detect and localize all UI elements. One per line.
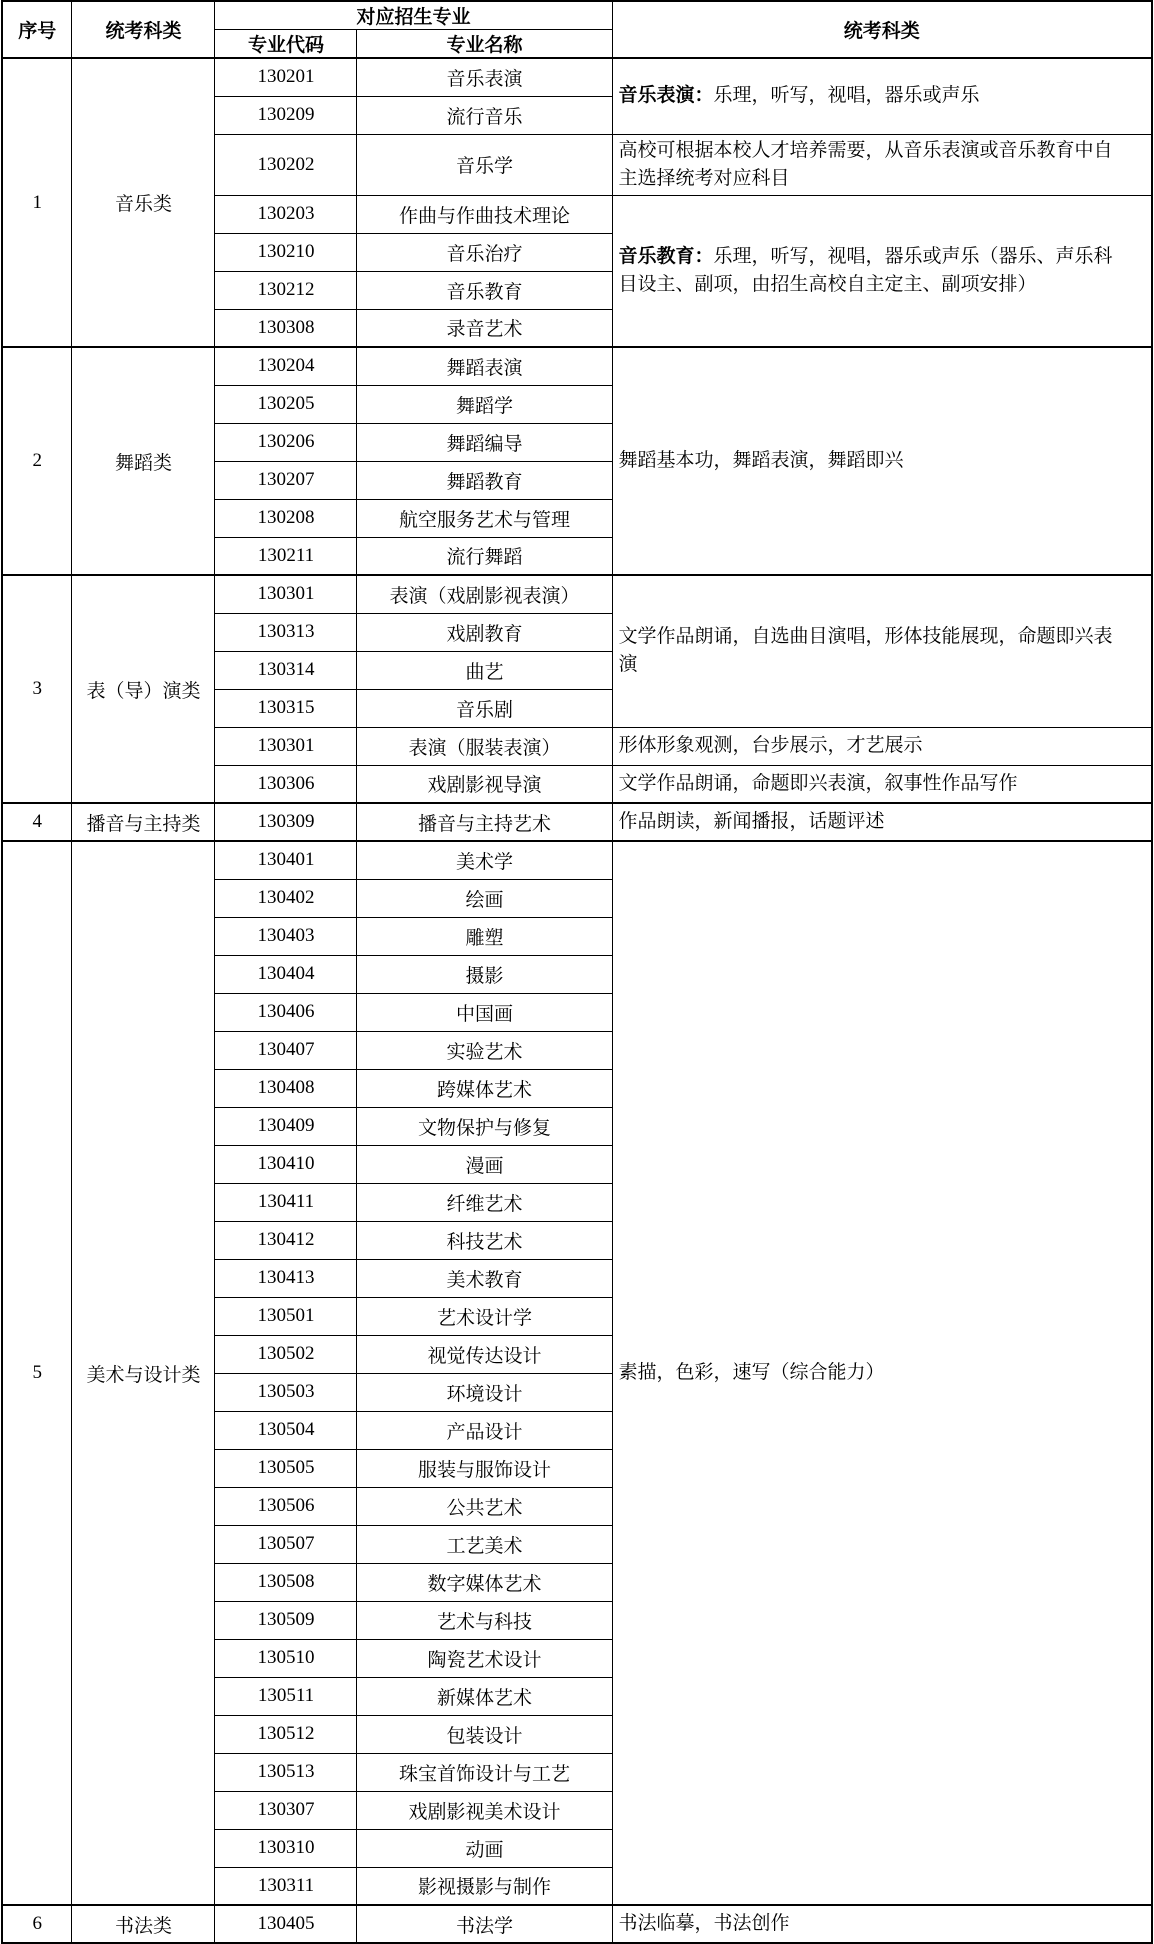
major-name-cell: 流行音乐 xyxy=(357,96,612,134)
major-code-cell: 130510 xyxy=(215,1639,357,1677)
col-header-major-code: 专业代码 xyxy=(215,30,357,59)
serial-cell: 5 xyxy=(2,841,72,1905)
major-code-cell: 130505 xyxy=(215,1449,357,1487)
major-name-cell: 作曲与作曲技术理论 xyxy=(357,195,612,233)
serial-cell: 2 xyxy=(2,347,72,575)
exam-subjects-cell: 音乐表演：乐理，听写，视唱，器乐或声乐 xyxy=(612,58,1152,134)
major-name-cell: 中国画 xyxy=(357,993,612,1031)
major-code-cell: 130402 xyxy=(215,879,357,917)
table-row xyxy=(2,841,1152,879)
exam-subjects-cell: 文学作品朗诵，命题即兴表演，叙事性作品写作 xyxy=(612,765,1152,803)
major-name-cell: 美术教育 xyxy=(357,1259,612,1297)
major-code-cell: 130512 xyxy=(215,1715,357,1753)
major-name-cell: 流行舞蹈 xyxy=(357,537,612,575)
major-code-cell: 130410 xyxy=(215,1145,357,1183)
major-name-cell: 舞蹈教育 xyxy=(357,461,612,499)
major-name-cell: 艺术设计学 xyxy=(357,1297,612,1335)
major-code-cell: 130511 xyxy=(215,1677,357,1715)
major-name-cell: 录音艺术 xyxy=(357,309,612,347)
table-row xyxy=(2,1905,1152,1943)
major-code-cell: 130408 xyxy=(215,1069,357,1107)
major-name-cell: 环境设计 xyxy=(357,1373,612,1411)
major-name-cell: 公共艺术 xyxy=(357,1487,612,1525)
category-cell: 表（导）演类 xyxy=(72,575,215,803)
major-code-cell: 130411 xyxy=(215,1183,357,1221)
major-code-cell: 130308 xyxy=(215,309,357,347)
category-cell: 美术与设计类 xyxy=(72,841,215,1905)
major-code-cell: 130212 xyxy=(215,271,357,309)
major-name-cell: 曲艺 xyxy=(357,651,612,689)
exam-subjects-cell: 高校可根据本校人才培养需要，从音乐表演或音乐教育中自主选择统考对应科目 xyxy=(612,134,1152,195)
major-name-cell: 视觉传达设计 xyxy=(357,1335,612,1373)
major-name-cell: 实验艺术 xyxy=(357,1031,612,1069)
major-name-cell: 包装设计 xyxy=(357,1715,612,1753)
major-name-cell: 雕塑 xyxy=(357,917,612,955)
major-code-cell: 130301 xyxy=(215,727,357,765)
major-code-cell: 130504 xyxy=(215,1411,357,1449)
major-name-cell: 纤维艺术 xyxy=(357,1183,612,1221)
exam-category-table xyxy=(1,0,1153,1944)
major-name-cell: 表演（戏剧影视表演） xyxy=(357,575,612,613)
major-code-cell: 130406 xyxy=(215,993,357,1031)
major-name-cell: 音乐治疗 xyxy=(357,233,612,271)
major-code-cell: 130207 xyxy=(215,461,357,499)
exam-subjects-cell: 音乐教育：乐理，听写，视唱，器乐或声乐（器乐、声乐科目设主、副项，由招生高校自主定主、副项安排） xyxy=(612,195,1152,347)
major-code-cell: 130501 xyxy=(215,1297,357,1335)
major-code-cell: 130502 xyxy=(215,1335,357,1373)
major-name-cell: 工艺美术 xyxy=(357,1525,612,1563)
major-name-cell: 航空服务艺术与管理 xyxy=(357,499,612,537)
major-name-cell: 戏剧影视导演 xyxy=(357,765,612,803)
major-name-cell: 舞蹈表演 xyxy=(357,347,612,385)
major-name-cell: 美术学 xyxy=(357,841,612,879)
major-name-cell: 书法学 xyxy=(357,1905,612,1943)
major-name-cell: 戏剧影视美术设计 xyxy=(357,1791,612,1829)
major-name-cell: 服装与服饰设计 xyxy=(357,1449,612,1487)
major-code-cell: 130311 xyxy=(215,1867,357,1905)
major-code-cell: 130412 xyxy=(215,1221,357,1259)
major-name-cell: 音乐表演 xyxy=(357,58,612,96)
col-header-serial: 序号 xyxy=(2,1,72,58)
exam-subjects-bold-prefix: 音乐表演： xyxy=(618,85,714,107)
major-name-cell: 舞蹈学 xyxy=(357,385,612,423)
major-name-cell: 音乐剧 xyxy=(357,689,612,727)
major-name-cell: 表演（服装表演） xyxy=(357,727,612,765)
major-name-cell: 戏剧教育 xyxy=(357,613,612,651)
major-code-cell: 130201 xyxy=(215,58,357,96)
major-name-cell: 动画 xyxy=(357,1829,612,1867)
major-code-cell: 130403 xyxy=(215,917,357,955)
major-code-cell: 130310 xyxy=(215,1829,357,1867)
exam-subjects-cell: 形体形象观测，台步展示，才艺展示 xyxy=(612,727,1152,765)
major-name-cell: 音乐学 xyxy=(357,134,612,195)
major-name-cell: 音乐教育 xyxy=(357,271,612,309)
major-name-cell: 珠宝首饰设计与工艺 xyxy=(357,1753,612,1791)
major-name-cell: 数字媒体艺术 xyxy=(357,1563,612,1601)
major-code-cell: 130202 xyxy=(215,134,357,195)
table-row xyxy=(2,347,1152,385)
exam-subjects-cell: 书法临摹，书法创作 xyxy=(612,1905,1152,1943)
major-code-cell: 130206 xyxy=(215,423,357,461)
col-header-exam-subjects: 统考科类 xyxy=(612,1,1152,58)
major-name-cell: 影视摄影与制作 xyxy=(357,1867,612,1905)
exam-subjects-cell: 文学作品朗诵，自选曲目演唱，形体技能展现，命题即兴表演 xyxy=(612,575,1152,727)
major-code-cell: 130409 xyxy=(215,1107,357,1145)
major-code-cell: 130401 xyxy=(215,841,357,879)
major-name-cell: 播音与主持艺术 xyxy=(357,803,612,841)
category-cell: 舞蹈类 xyxy=(72,347,215,575)
major-code-cell: 130210 xyxy=(215,233,357,271)
table-header xyxy=(2,1,1152,58)
major-code-cell: 130513 xyxy=(215,1753,357,1791)
major-code-cell: 130211 xyxy=(215,537,357,575)
serial-cell: 4 xyxy=(2,803,72,841)
major-name-cell: 摄影 xyxy=(357,955,612,993)
category-cell: 音乐类 xyxy=(72,58,215,347)
major-code-cell: 130407 xyxy=(215,1031,357,1069)
major-name-cell: 绘画 xyxy=(357,879,612,917)
major-name-cell: 漫画 xyxy=(357,1145,612,1183)
table-body xyxy=(2,58,1152,1943)
col-header-major-name: 专业名称 xyxy=(357,30,612,59)
major-name-cell: 产品设计 xyxy=(357,1411,612,1449)
serial-cell: 6 xyxy=(2,1905,72,1943)
major-name-cell: 跨媒体艺术 xyxy=(357,1069,612,1107)
major-code-cell: 130203 xyxy=(215,195,357,233)
serial-cell: 1 xyxy=(2,58,72,347)
major-code-cell: 130506 xyxy=(215,1487,357,1525)
major-name-cell: 艺术与科技 xyxy=(357,1601,612,1639)
major-code-cell: 130306 xyxy=(215,765,357,803)
major-code-cell: 130405 xyxy=(215,1905,357,1943)
major-name-cell: 文物保护与修复 xyxy=(357,1107,612,1145)
major-code-cell: 130204 xyxy=(215,347,357,385)
major-name-cell: 科技艺术 xyxy=(357,1221,612,1259)
major-code-cell: 130309 xyxy=(215,803,357,841)
major-code-cell: 130301 xyxy=(215,575,357,613)
major-code-cell: 130509 xyxy=(215,1601,357,1639)
major-code-cell: 130508 xyxy=(215,1563,357,1601)
exam-subjects-cell: 素描，色彩，速写（综合能力） xyxy=(612,841,1152,1905)
exam-subjects-cell: 作品朗读，新闻播报，话题评述 xyxy=(612,803,1152,841)
major-name-cell: 舞蹈编导 xyxy=(357,423,612,461)
col-header-majors-group: 对应招生专业 xyxy=(215,1,612,30)
category-cell: 书法类 xyxy=(72,1905,215,1943)
major-code-cell: 130307 xyxy=(215,1791,357,1829)
major-code-cell: 130507 xyxy=(215,1525,357,1563)
col-header-category: 统考科类 xyxy=(72,1,215,58)
major-name-cell: 新媒体艺术 xyxy=(357,1677,612,1715)
table-row xyxy=(2,58,1152,96)
major-code-cell: 130404 xyxy=(215,955,357,993)
category-cell: 播音与主持类 xyxy=(72,803,215,841)
major-code-cell: 130205 xyxy=(215,385,357,423)
exam-subjects-bold-prefix: 音乐教育： xyxy=(618,245,714,267)
major-code-cell: 130313 xyxy=(215,613,357,651)
major-code-cell: 130208 xyxy=(215,499,357,537)
serial-cell: 3 xyxy=(2,575,72,803)
table-row xyxy=(2,575,1152,613)
exam-subjects-cell: 舞蹈基本功，舞蹈表演，舞蹈即兴 xyxy=(612,347,1152,575)
major-code-cell: 130209 xyxy=(215,96,357,134)
major-code-cell: 130413 xyxy=(215,1259,357,1297)
table-row xyxy=(2,803,1152,841)
major-code-cell: 130315 xyxy=(215,689,357,727)
major-name-cell: 陶瓷艺术设计 xyxy=(357,1639,612,1677)
major-code-cell: 130314 xyxy=(215,651,357,689)
major-code-cell: 130503 xyxy=(215,1373,357,1411)
